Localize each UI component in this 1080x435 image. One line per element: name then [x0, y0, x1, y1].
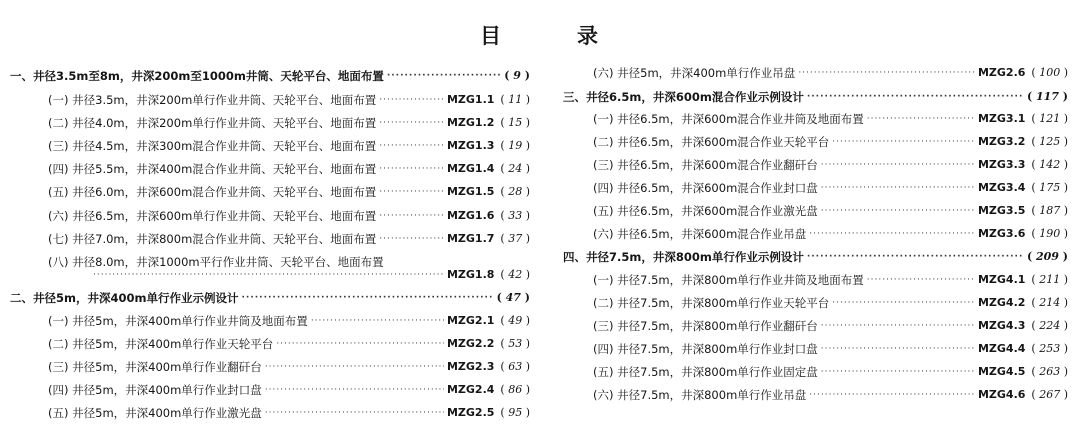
- toc-entry: [553, 338, 1068, 360]
- page-title: [0, 20, 1080, 50]
- dot-leader: [379, 181, 444, 203]
- toc-entry-label: (六) 井径6.5m，井深600m混合作业吊盘: [593, 227, 807, 241]
- dot-leader: [276, 333, 444, 355]
- drawing-code: MZG3.2: [977, 135, 1026, 148]
- drawing-code: MZG3.4: [977, 181, 1026, 194]
- drawing-code: MZG1.6: [446, 209, 495, 222]
- drawing-code: MZG3.3: [977, 158, 1026, 171]
- dot-leader: [311, 310, 444, 332]
- page-number: ( 42 ): [500, 264, 530, 286]
- toc-entry: [553, 108, 1068, 130]
- dot-leader: [807, 246, 1024, 268]
- dot-leader: [379, 89, 444, 111]
- toc-entry-label: (一) 井径3.5m，井深200m单行作业井筒、天轮平台、地面布置: [48, 93, 377, 107]
- dot-leader: [809, 223, 975, 245]
- toc-entry: [553, 177, 1068, 199]
- toc-entry-label: (二) 井径6.5m，井深600m混合作业天轮平台: [593, 135, 830, 149]
- toc-entry-label: (一) 井径6.5m，井深600m混合作业井筒及地面布置: [593, 112, 864, 126]
- toc-entry: [0, 205, 530, 227]
- toc-entry: [0, 333, 530, 355]
- page-number: ( 209 ): [1027, 246, 1068, 268]
- dot-leader: [821, 338, 975, 360]
- toc-entry-label: (三) 井径7.5m，井深800m单行作业翻矸台: [593, 319, 818, 333]
- toc-entry: [553, 384, 1068, 406]
- page-number: ( 142 ): [1031, 154, 1068, 176]
- drawing-code: MZG4.1: [977, 273, 1026, 286]
- dot-leader: [821, 200, 975, 222]
- drawing-code: MZG1.4: [446, 162, 495, 175]
- page-number: ( 53 ): [500, 333, 530, 355]
- dot-leader: [832, 292, 975, 314]
- toc-entry-label: (六) 井径7.5m，井深800m单行作业吊盘: [593, 388, 807, 402]
- dot-leader: [379, 158, 444, 180]
- page-number: ( 224 ): [1031, 315, 1068, 337]
- page-number: ( 95 ): [500, 402, 530, 424]
- page-number: ( 253 ): [1031, 338, 1068, 360]
- page-number: ( 100 ): [1031, 62, 1068, 84]
- page-number: ( 187 ): [1031, 200, 1068, 222]
- toc-entry-label: (四) 井径6.5m，井深600m混合作业封口盘: [593, 181, 818, 195]
- toc-entry-label: (七) 井径7.0m，井深800m混合作业井筒、天轮平台、地面布置: [48, 232, 377, 246]
- drawing-code: MZG3.1: [977, 112, 1026, 125]
- toc-section-heading: [553, 246, 1068, 268]
- toc-entry: [553, 361, 1068, 383]
- drawing-code: MZG2.5: [446, 406, 495, 419]
- drawing-code: MZG4.2: [977, 296, 1026, 309]
- dot-leader: [265, 379, 444, 401]
- toc-entry-label: (四) 井径7.5m，井深800m单行作业封口盘: [593, 342, 818, 356]
- toc-entry-label: (五) 井径6.0m，井深600m混合作业井筒、天轮平台、地面布置: [48, 185, 377, 199]
- dot-leader: [821, 315, 975, 337]
- dot-leader: [798, 62, 975, 84]
- toc-entry-label: (五) 井径7.5m，井深800m单行作业固定盘: [593, 365, 818, 379]
- page-number: ( 63 ): [500, 356, 530, 378]
- toc-entry-label: (一) 井径5m，井深400m单行作业井筒及地面布置: [48, 314, 308, 328]
- drawing-code: MZG1.1: [446, 93, 495, 106]
- toc-entry-label: 四、井径7.5m，井深800m单行作业示例设计: [563, 250, 804, 264]
- toc-entry: [0, 89, 530, 111]
- dot-leader: [379, 112, 444, 134]
- page-number: ( 19 ): [500, 135, 530, 157]
- page-number: ( 267 ): [1031, 384, 1068, 406]
- dot-leader: [821, 154, 975, 176]
- toc-entry-label: 二、井径5m，井深400m单行作业示例设计: [10, 291, 239, 305]
- toc-entry-label: (六) 井径5m，井深400m单行作业吊盘: [593, 66, 796, 80]
- dot-leader: [832, 131, 975, 153]
- toc-entry: [553, 62, 1068, 84]
- toc-section-heading: [553, 86, 1068, 108]
- dot-leader: [821, 361, 975, 383]
- drawing-code: MZG1.3: [446, 139, 495, 152]
- toc-entry-label: (一) 井径7.5m，井深800m单行作业井筒及地面布置: [593, 273, 864, 287]
- drawing-code: MZG2.6: [977, 66, 1026, 79]
- toc-entry: [553, 315, 1068, 337]
- drawing-code: MZG4.3: [977, 319, 1026, 332]
- title-char-2: 录: [577, 23, 598, 48]
- toc-entry-label: (五) 井径6.5m，井深600m混合作业激光盘: [593, 204, 818, 218]
- toc-entry-label: (三) 井径5m，井深400m单行作业翻矸台: [48, 360, 262, 374]
- toc-entry: [0, 181, 530, 203]
- dot-leader: [867, 108, 975, 130]
- dot-leader: [387, 65, 501, 87]
- toc-entry-label: (二) 井径7.5m，井深800m单行作业天轮平台: [593, 296, 830, 310]
- toc-entry: [553, 131, 1068, 153]
- page-number: ( 263 ): [1031, 361, 1068, 383]
- page-number: ( 33 ): [500, 205, 530, 227]
- toc-entry: [0, 310, 530, 332]
- dot-leader: [807, 86, 1024, 108]
- page-number: ( 11 ): [500, 89, 530, 111]
- page-number: ( 190 ): [1031, 223, 1068, 245]
- page-number: ( 214 ): [1031, 292, 1068, 314]
- page-number: ( 211 ): [1031, 269, 1068, 291]
- dot-leader: [93, 264, 444, 286]
- dot-leader: [265, 356, 444, 378]
- toc-section-heading: [0, 65, 530, 87]
- toc-entry-label: 三、井径6.5m，井深600m混合作业示例设计: [563, 90, 804, 104]
- toc-entry: [553, 223, 1068, 245]
- page-number: ( 121 ): [1031, 108, 1068, 130]
- dot-leader: [265, 402, 444, 424]
- toc-entry-label: (五) 井径5m，井深400m单行作业激光盘: [48, 406, 262, 420]
- page-number: ( 86 ): [500, 379, 530, 401]
- page-number: ( 175 ): [1031, 177, 1068, 199]
- drawing-code: MZG2.2: [446, 337, 495, 350]
- toc-entry-label: (二) 井径5m，井深400m单行作业天轮平台: [48, 337, 274, 351]
- drawing-code: MZG1.8: [446, 268, 495, 281]
- drawing-code: MZG1.7: [446, 232, 495, 245]
- toc-entry: [0, 356, 530, 378]
- page-number: ( 37 ): [500, 228, 530, 250]
- drawing-code: MZG2.4: [446, 383, 495, 396]
- dot-leader: [821, 177, 975, 199]
- drawing-code: MZG2.3: [446, 360, 495, 373]
- page-number: ( 15 ): [500, 112, 530, 134]
- toc-entry: [553, 200, 1068, 222]
- toc-entry: [553, 154, 1068, 176]
- toc-entry: [0, 379, 530, 401]
- drawing-code: MZG1.5: [446, 185, 495, 198]
- drawing-code: MZG4.4: [977, 342, 1026, 355]
- toc-entry-label: (四) 井径5m，井深400m单行作业封口盘: [48, 383, 262, 397]
- drawing-code: MZG1.2: [446, 116, 495, 129]
- toc-entry-label: (八) 井径8.0m，井深1000m平行作业井筒、天轮平台、地面布置: [48, 255, 384, 269]
- toc-entry: [0, 402, 530, 424]
- toc-entry-label: (三) 井径4.5m，井深300m混合作业井筒、天轮平台、地面布置: [48, 139, 377, 153]
- toc-entry: [0, 264, 530, 286]
- toc-entry: [0, 228, 530, 250]
- dot-leader: [379, 135, 444, 157]
- page-number: ( 117 ): [1027, 86, 1068, 108]
- dot-leader: [379, 205, 444, 227]
- page-number: ( 49 ): [500, 310, 530, 332]
- toc-section-heading: [0, 287, 530, 309]
- dot-leader: [809, 384, 975, 406]
- drawing-code: MZG4.6: [977, 388, 1026, 401]
- toc-entry: [0, 112, 530, 134]
- drawing-code: MZG2.1: [446, 314, 495, 327]
- drawing-code: MZG3.6: [977, 227, 1026, 240]
- dot-leader: [241, 287, 493, 309]
- toc-entry-label: (三) 井径6.5m，井深600m混合作业翻矸台: [593, 158, 818, 172]
- drawing-code: MZG4.5: [977, 365, 1026, 378]
- drawing-code: MZG3.5: [977, 204, 1026, 217]
- toc-entry-label: (二) 井径4.0m，井深200m单行作业井筒、天轮平台、地面布置: [48, 116, 377, 130]
- page-number: ( 28 ): [500, 181, 530, 203]
- toc-entry-label: (六) 井径6.5m，井深600m单行作业井筒、天轮平台、地面布置: [48, 209, 377, 223]
- title-char-1: 目: [480, 23, 501, 48]
- toc-entry: [553, 269, 1068, 291]
- dot-leader: [867, 269, 975, 291]
- dot-leader: [379, 228, 444, 250]
- page-number: ( 24 ): [500, 158, 530, 180]
- toc-entry: [553, 292, 1068, 314]
- toc-entry-label: (四) 井径5.5m，井深400m混合作业井筒、天轮平台、地面布置: [48, 162, 377, 176]
- page-number: ( 125 ): [1031, 131, 1068, 153]
- toc-entry: [0, 135, 530, 157]
- toc-entry-label: 一、井径3.5m至8m，井深200m至1000m井筒、天轮平台、地面布置: [10, 69, 384, 83]
- page-number: ( 47 ): [497, 287, 530, 309]
- page-number: ( 9 ): [504, 65, 530, 87]
- toc-entry: [0, 158, 530, 180]
